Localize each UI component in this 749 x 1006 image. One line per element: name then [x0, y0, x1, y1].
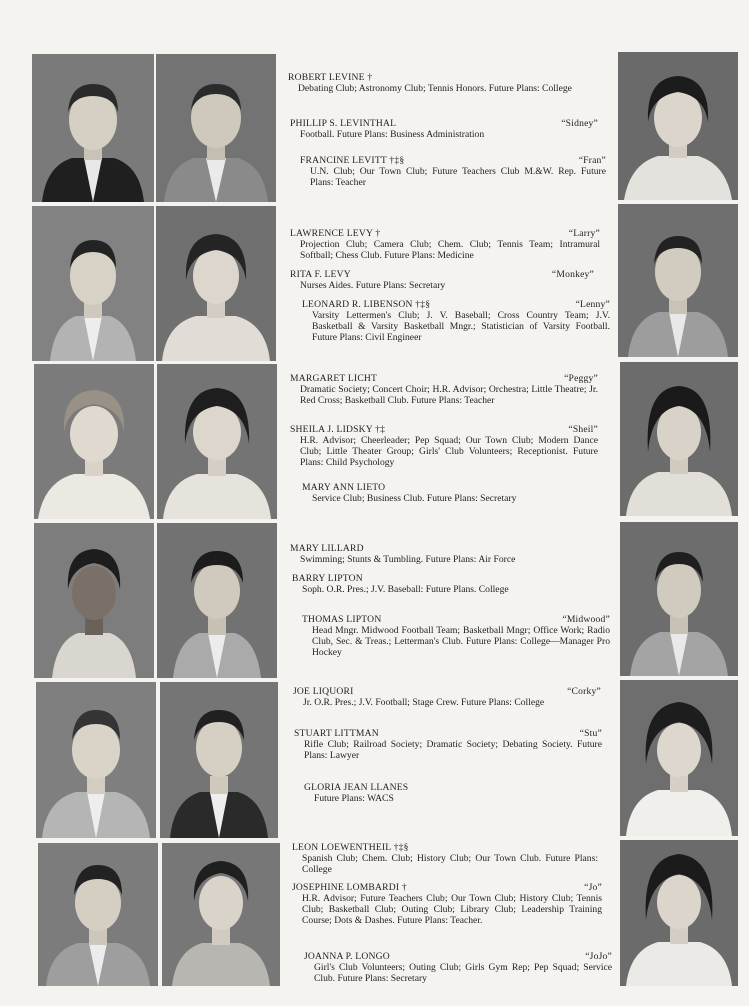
student-details: Dramatic Society; Concert Choir; H.R. Advisor; Orchestra; Little Theatre; Jr. Red Cross; Basketball Club. Future Plans: Teacher [300, 384, 598, 406]
student-name: JOANNA P. LONGO [304, 951, 390, 962]
student-details: Projection Club; Camera Club; Chem. Club; Tennis Team; Intramural Softball; Chess Club. Future Plans: Medicine [300, 239, 600, 261]
student-name: PHILLIP S. LEVINTHAL [290, 118, 397, 129]
student-name: MARY LILLARD [290, 543, 364, 554]
student-nickname: “Stu” [579, 728, 602, 739]
student-name: BARRY LIPTON [292, 573, 363, 584]
student-nickname: “JoJo” [585, 951, 612, 962]
entry-sheila-lidsky [290, 424, 598, 468]
student-name: MARGARET LICHT [290, 373, 378, 384]
entry-francine-levitt [300, 155, 606, 188]
student-nickname: “Peggy” [564, 373, 598, 384]
student-details: Football. Future Plans: Business Administration [300, 129, 485, 140]
entry-leon-loewentheil [292, 842, 598, 875]
portrait-barry-lipton [157, 523, 277, 678]
student-details: U.N. Club; Our Town Club; Future Teachers Club M.&W. Rep. Future Plans: Teacher [310, 166, 606, 188]
entry-leonard-libenson [302, 299, 610, 343]
student-name: LAWRENCE LEVY † [290, 228, 381, 239]
entry-lawrence-levy [290, 228, 600, 261]
student-name: JOE LIQUORI [293, 686, 354, 697]
portrait-lawrence-levy [32, 206, 154, 361]
student-name: ROBERT LEVINE † [288, 72, 373, 83]
entry-phillip-levinthal [290, 118, 598, 140]
student-details: H.R. Advisor; Cheerleader; Pep Squad; Our Town Club; Modern Dance Club; Little Theater Group; Girls' Club Volunteers; Receptionist. Future Plans: Child Psychology [300, 435, 598, 468]
entry-gloria-jean-llanes [304, 782, 600, 804]
student-nickname: “Larry” [568, 228, 600, 239]
student-nickname: “Sidney” [561, 118, 598, 129]
student-details: Nurses Aides. Future Plans: Secretary [300, 280, 446, 291]
portrait-leonard-libenson [618, 204, 738, 357]
student-nickname: “Fran” [578, 155, 606, 166]
student-name: LEONARD R. LIBENSON †‡§ [302, 299, 431, 310]
portrait-rita-levy [156, 206, 276, 361]
portrait-robert-levine [32, 54, 154, 202]
student-details: Jr. O.R. Pres.; J.V. Football; Stage Crew. Future Plans: College [303, 697, 545, 708]
student-name: LEON LOEWENTHEIL †‡§ [292, 842, 409, 853]
student-details: Soph. O.R. Pres.; J.V. Baseball: Future Plans. College [302, 584, 509, 595]
student-name: GLORIA JEAN LLANES [304, 782, 409, 793]
portrait-joe-liquori [36, 682, 156, 838]
student-details: Swimming; Stunts & Tumbling. Future Plans: Air Force [300, 554, 516, 565]
student-details: H.R. Advisor; Future Teachers Club; Our Town Club; History Club; Tennis Club; Basketball Club; Outing Club; Library Club; Leadership Training Course; Dots & Dashes. Future Plans: Teacher. [302, 893, 602, 926]
student-name: JOSEPHINE LOMBARDI † [292, 882, 407, 893]
entry-joe-liquori [293, 686, 601, 708]
entry-joanna-longo [304, 951, 612, 984]
student-details: Head Mngr. Midwood Football Team; Basketball Mngr; Office Work; Radio Club, Sec. & Treas.; Letterman's Club. Future Plans: College—Manager Pro Hockey [312, 625, 610, 658]
student-details: Girl's Club Volunteers; Outing Club; Girls Gym Rep; Pep Squad; Service Club. Future Plans: Secretary [314, 962, 612, 984]
entry-mary-ann-lieto [302, 482, 602, 504]
student-details: Spanish Club; Chem. Club; History Club; Our Town Club. Future Plans: College [302, 853, 598, 875]
student-nickname: “Sheil” [568, 424, 598, 435]
entry-rita-levy [290, 269, 594, 291]
student-name: SHEILA J. LIDSKY †‡ [290, 424, 386, 435]
portrait-sheila-lidsky [157, 364, 277, 519]
student-details: Varsity Lettermen's Club; J. V. Baseball; Cross Country Team; J.V. Basketball & Varsity Basketball Mngr.; Statistician of Varsity Football. Future Plans: Civil Engineer [312, 310, 610, 343]
portrait-gloria-jean-llanes [620, 680, 738, 836]
portrait-mary-ann-lieto [620, 362, 738, 516]
portrait-margaret-licht [34, 364, 154, 519]
student-name: FRANCINE LEVITT †‡§ [300, 155, 405, 166]
portrait-francine-levitt [618, 52, 738, 200]
portrait-thomas-lipton [620, 522, 738, 676]
student-details: Rifle Club; Railroad Society; Dramatic Society; Debating Society. Future Plans: Lawyer [304, 739, 602, 761]
entry-margaret-licht [290, 373, 598, 406]
portrait-stuart-littman [160, 682, 278, 838]
student-name: STUART LITTMAN [294, 728, 379, 739]
student-nickname: “Lenny” [575, 299, 610, 310]
student-name: RITA F. LEVY [290, 269, 351, 280]
student-nickname: “Corky” [567, 686, 601, 697]
student-name: THOMAS LIPTON [302, 614, 382, 625]
entry-stuart-littman [294, 728, 602, 761]
entry-josephine-lombardi [292, 882, 602, 926]
student-details: Debating Club; Astronomy Club; Tennis Honors. Future Plans: College [298, 83, 572, 94]
student-name: MARY ANN LIETO [302, 482, 386, 493]
entry-barry-lipton [292, 573, 602, 595]
student-nickname: “Monkey” [551, 269, 594, 280]
student-details: Future Plans: WACS [314, 793, 394, 804]
entry-mary-lillard [290, 543, 600, 565]
portrait-phillip-levinthal [156, 54, 276, 202]
portrait-mary-lillard [34, 523, 154, 678]
portrait-josephine-lombardi [162, 843, 280, 986]
portrait-joanna-longo [620, 840, 738, 986]
student-nickname: “Jo” [584, 882, 602, 893]
student-nickname: “Midwood” [562, 614, 610, 625]
entry-thomas-lipton [302, 614, 610, 658]
student-details: Service Club; Business Club. Future Plans: Secretary [312, 493, 517, 504]
portrait-leon-loewentheil [38, 843, 158, 986]
entry-robert-levine [288, 72, 598, 94]
